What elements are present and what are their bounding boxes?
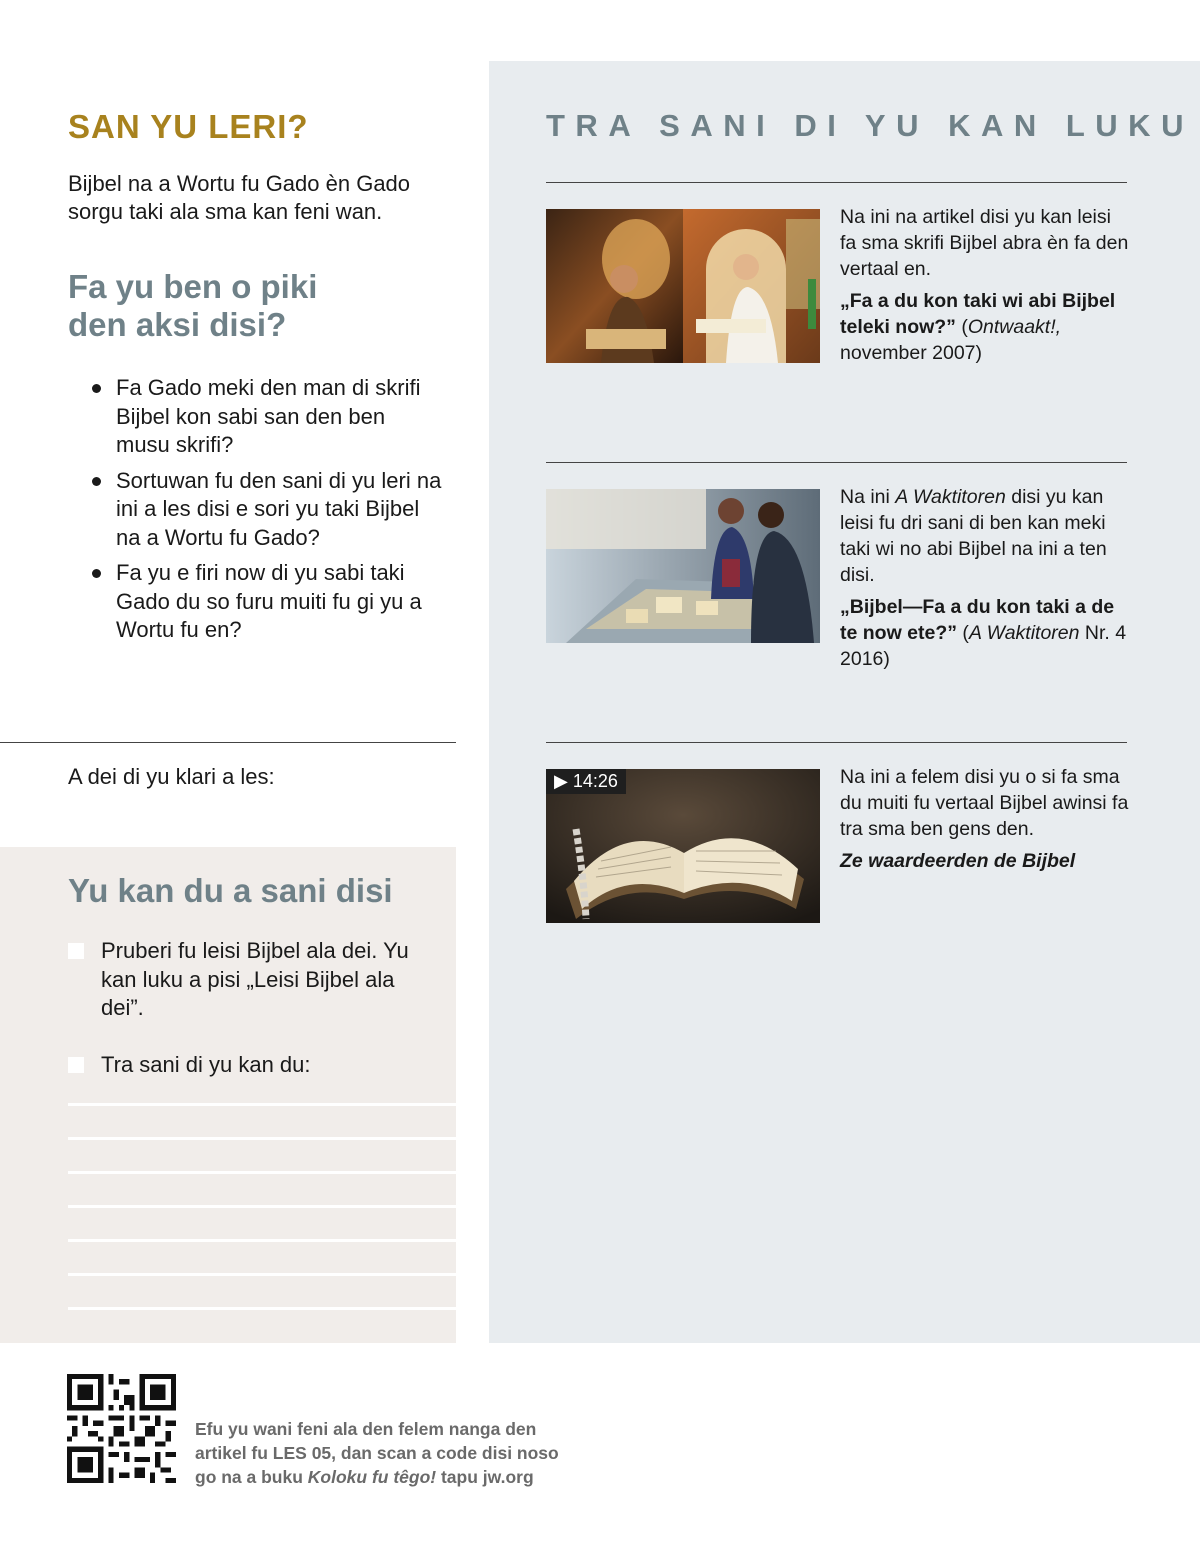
resource-divider <box>546 742 1127 743</box>
checkbox-icon[interactable] <box>68 1057 84 1073</box>
resource-divider <box>546 462 1127 463</box>
todo-item-read-daily[interactable] <box>68 937 438 1023</box>
writing-line[interactable] <box>68 1171 456 1174</box>
left-divider <box>0 742 456 743</box>
questions-list <box>92 374 442 652</box>
footer-text <box>195 1417 575 1489</box>
book-title: Koloku fu têgo! <box>307 1467 437 1487</box>
question-item <box>92 374 442 460</box>
question-text: Sortuwan fu den sani di yu leri na ini a les disi e sori yu taki Bijbel na a Wortu fu Gado? <box>116 467 442 550</box>
resource-text-2 <box>840 484 1130 678</box>
todo-item-text: Tra sani di yu kan du: <box>101 1052 311 1077</box>
intro-publication: A Waktitoren <box>895 486 1006 508</box>
question-text: Fa yu e firi now di yu sabi taki Gado du so furu muiti fu gi yu a Wortu fu en? <box>116 560 422 642</box>
checkbox-icon[interactable] <box>68 943 84 959</box>
intro-post: disi yu kan leisi fu dri sani di ben kan meki taki wi no abi Bijbel na ini a ten disi. <box>840 486 1107 586</box>
todo-item-text: Pruberi fu leisi Bijbel ala dei. Yu kan luku a pisi „Leisi Bijbel ala dei”. <box>101 938 409 1020</box>
completion-date-label: A dei di yu klari a les: <box>68 764 275 789</box>
source-paren: ( <box>955 316 968 338</box>
qr-code-icon[interactable] <box>67 1374 176 1483</box>
video-title[interactable]: Ze waardeerden de Bijbel <box>840 850 1076 872</box>
video-duration-badge <box>546 769 626 794</box>
writing-line[interactable] <box>68 1239 456 1242</box>
bullet-icon <box>92 569 101 578</box>
resource-intro <box>840 484 1130 588</box>
footer-text-part: tapu jw.org <box>436 1467 534 1487</box>
bible-writers-illustration[interactable] <box>546 209 820 363</box>
source-publication: A Waktitoren <box>968 622 1080 644</box>
writing-line[interactable] <box>68 1103 456 1106</box>
source-publication: Ontwaakt!, <box>967 316 1062 338</box>
bullet-icon <box>92 384 101 393</box>
open-bible-video-thumbnail[interactable] <box>546 769 820 923</box>
resource-divider <box>546 182 1127 183</box>
source-paren: ( <box>957 622 969 644</box>
todo-heading: Yu kan du a sani disi <box>68 872 393 909</box>
writing-line[interactable] <box>68 1137 456 1140</box>
resource-text-1 <box>840 204 1130 372</box>
summary-heading: SAN YU LERI? <box>68 108 309 145</box>
writing-line[interactable] <box>68 1205 456 1208</box>
play-icon: ▶ <box>554 771 568 791</box>
bullet-icon <box>92 477 101 486</box>
question-text: Fa Gado meki den man di skrifi Bijbel kon sabi san den ben musu skrifi? <box>116 375 421 457</box>
summary-text: Bijbel na a Wortu fu Gado èn Gado sorgu taki ala sma kan feni wan. <box>68 171 411 224</box>
todo-item-other[interactable] <box>68 1051 438 1080</box>
footer-text-part: Efu yu wani feni ala den felem nanga den artikel fu LES 05, dan scan a code disi noso go na a buku <box>195 1419 559 1487</box>
resource-reference[interactable] <box>840 848 1130 874</box>
resource-intro: Na ini a felem disi yu o si fa sma du muiti fu vertaal Bijbel awinsi fa tra sma ben gens den. <box>840 766 1129 840</box>
questions-heading-line1: Fa yu ben o piki <box>68 268 318 305</box>
museum-manuscripts-photo[interactable] <box>546 489 820 643</box>
todo-panel <box>0 847 456 1343</box>
intro-pre: Na ini <box>840 486 896 508</box>
questions-heading <box>68 268 448 344</box>
source-date: november 2007) <box>840 342 983 364</box>
resource-intro: Na ini na artikel disi yu kan leisi fa sma skrifi Bijbel abra èn fa den vertaal en. <box>840 206 1129 280</box>
resource-reference[interactable] <box>840 594 1130 672</box>
source-date: Nr. 4 2016) <box>840 622 1127 670</box>
more-resources-heading: TRA SANI DI YU KAN LUKU <box>546 108 1194 143</box>
question-item <box>92 559 442 645</box>
writing-line[interactable] <box>68 1273 456 1276</box>
resource-title[interactable]: „Fa a du kon taki wi abi Bijbel teleki now?” <box>840 290 1116 338</box>
questions-heading-line2: den aksi disi? <box>68 306 287 343</box>
video-duration: 14:26 <box>572 771 618 791</box>
resource-title[interactable]: „Bijbel—Fa a du kon taki a de te now ete?” <box>840 596 1115 644</box>
writing-line[interactable] <box>68 1307 456 1310</box>
resource-text-3 <box>840 764 1130 880</box>
resource-reference[interactable] <box>840 288 1130 366</box>
question-item <box>92 467 442 553</box>
